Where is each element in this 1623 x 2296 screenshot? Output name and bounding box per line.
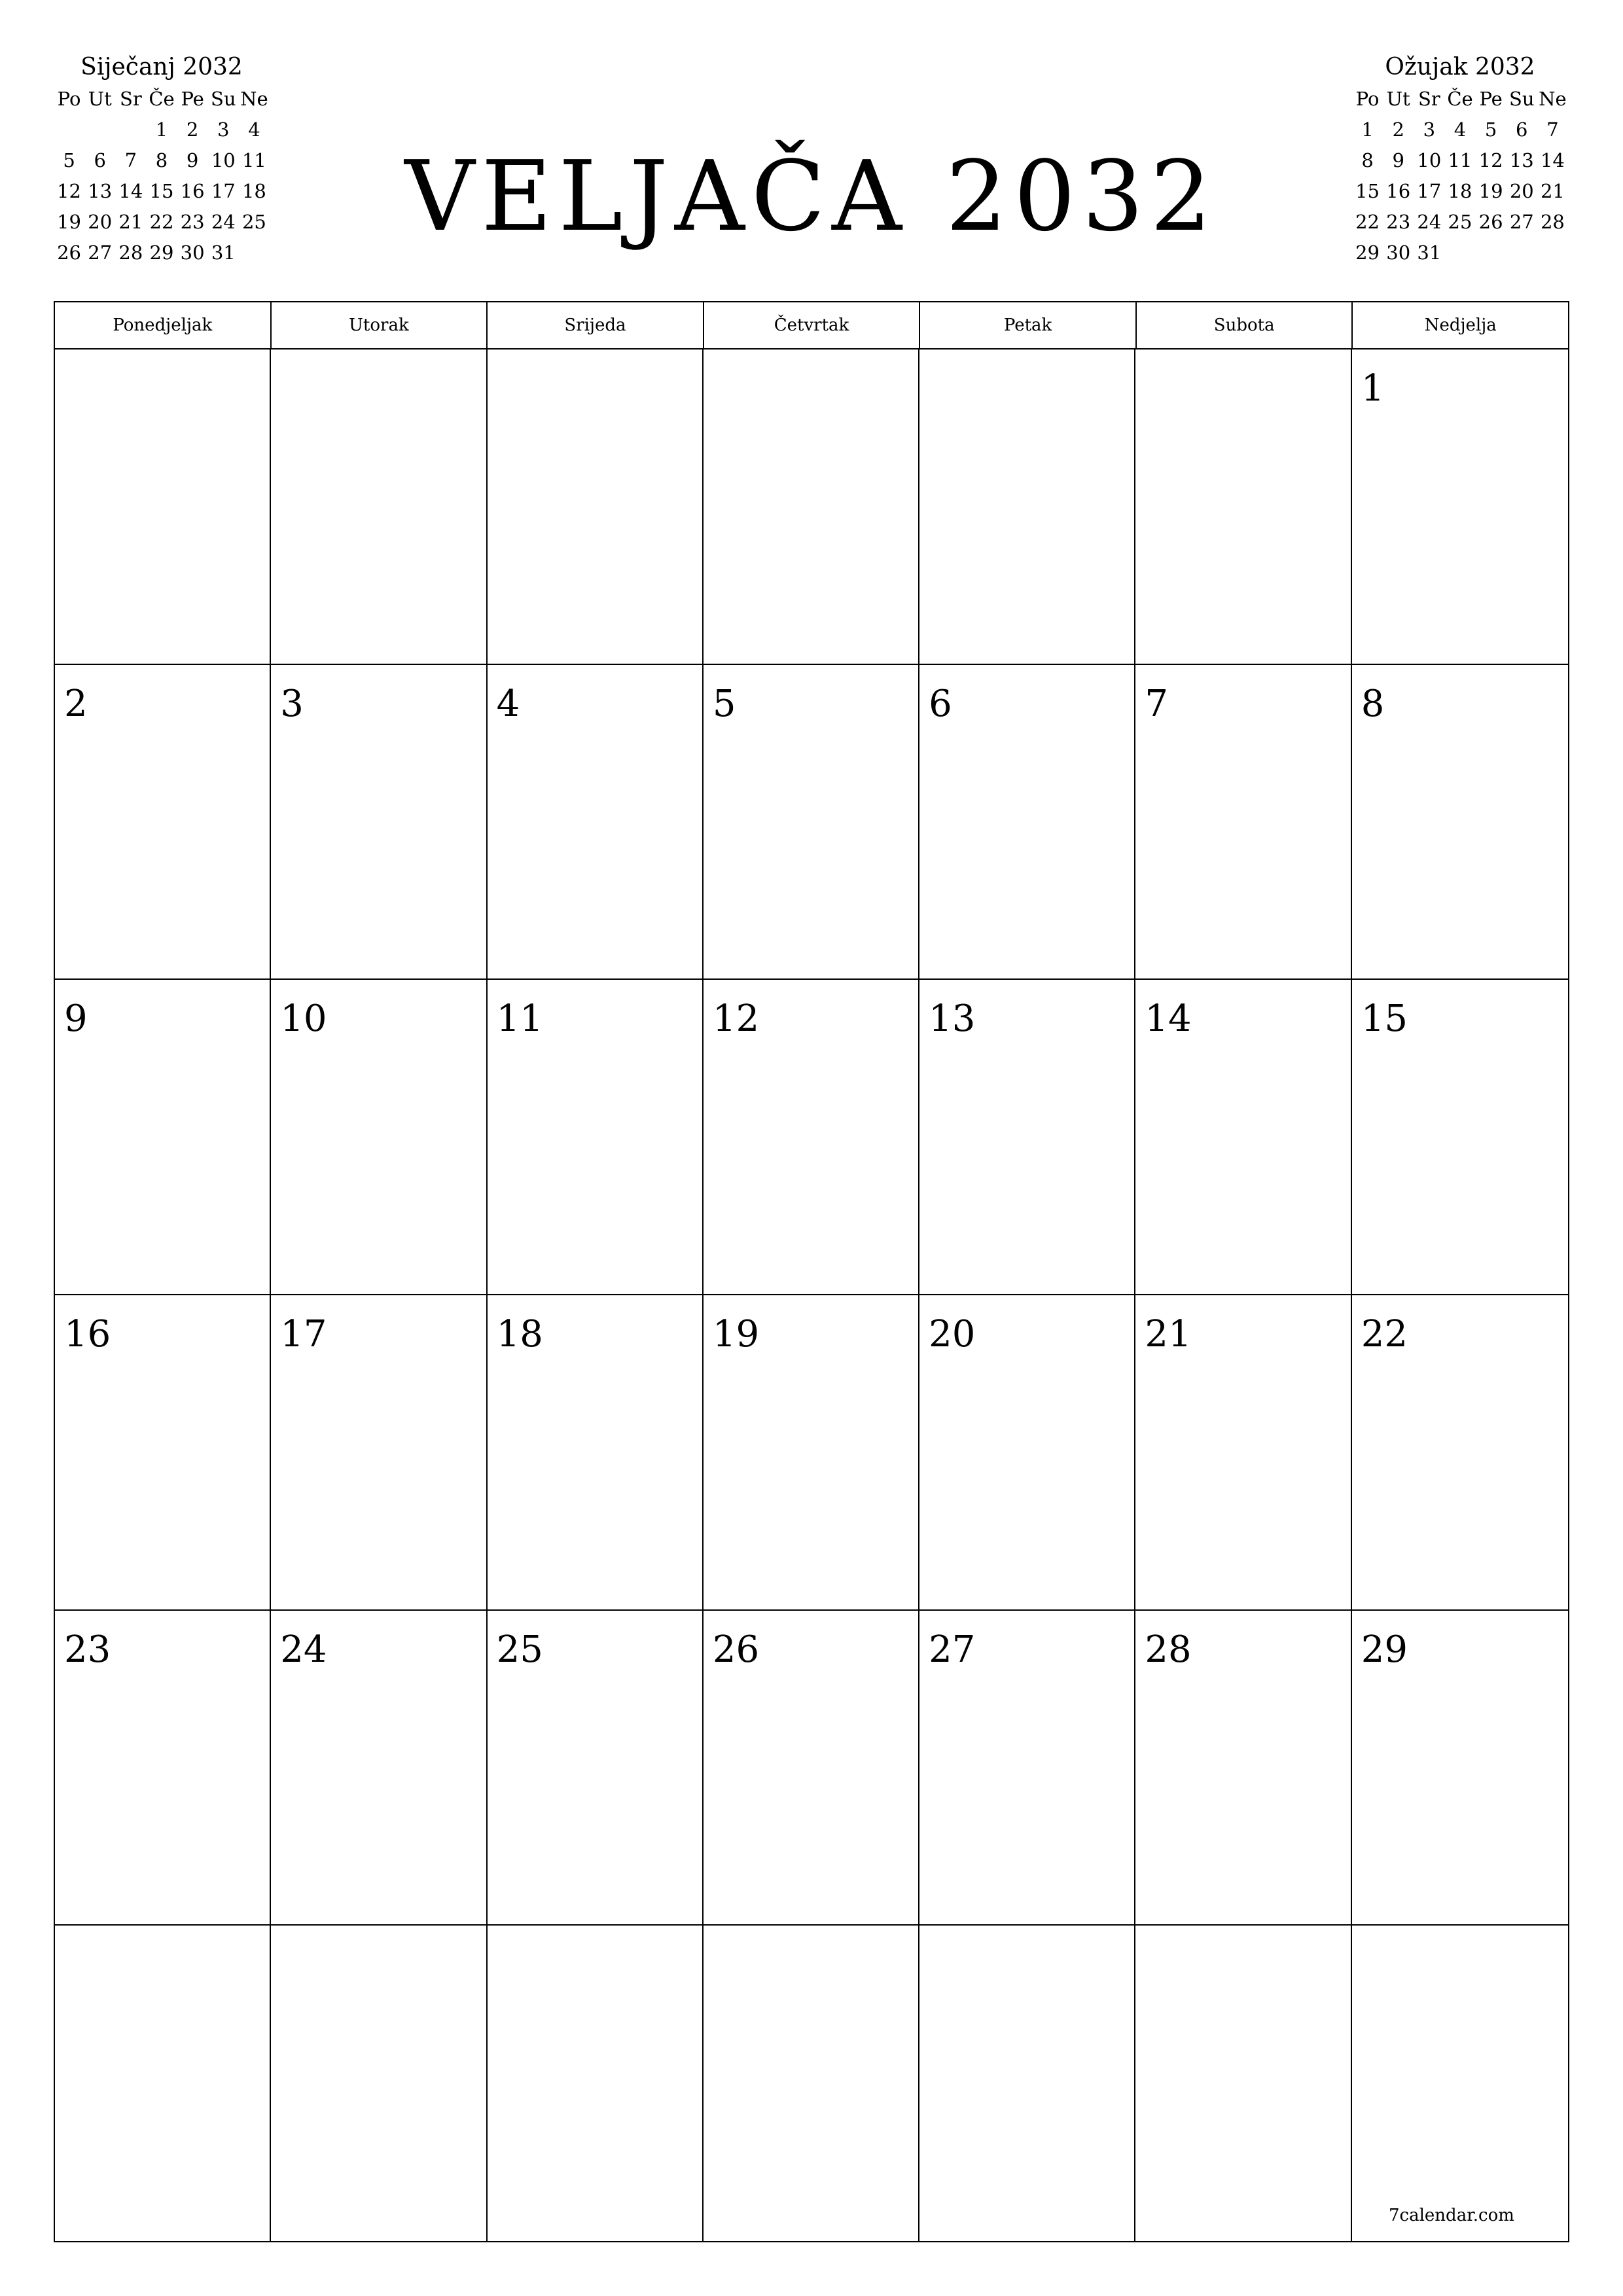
mini-day: 26 — [57, 242, 82, 264]
mini-weekday-label: Če — [1447, 88, 1473, 110]
day-number: 22 — [1361, 1312, 1408, 1355]
day-cell[interactable] — [1352, 1295, 1568, 1611]
mini-day: 31 — [1417, 242, 1442, 264]
mini-day: 16 — [1386, 180, 1411, 202]
day-number: 17 — [280, 1312, 327, 1355]
mini-day: 1 — [1361, 118, 1374, 141]
mini-day: 1 — [155, 118, 168, 141]
day-cell[interactable] — [704, 1611, 919, 1926]
day-cell[interactable] — [919, 350, 1135, 665]
mini-day: 3 — [1423, 118, 1436, 141]
day-number: 8 — [1361, 682, 1385, 725]
day-cell[interactable] — [271, 1611, 487, 1926]
day-cell[interactable] — [1352, 350, 1568, 665]
day-number: 14 — [1145, 997, 1192, 1041]
day-cell[interactable] — [271, 980, 487, 1295]
mini-weekday-label: Če — [149, 88, 175, 110]
day-cell[interactable] — [488, 350, 704, 665]
day-cell[interactable] — [919, 665, 1135, 980]
day-cell[interactable] — [488, 1295, 704, 1611]
day-cell[interactable] — [1135, 350, 1351, 665]
day-cell[interactable] — [55, 665, 271, 980]
day-number: 27 — [929, 1628, 976, 1671]
day-number: 11 — [496, 997, 543, 1041]
mini-day: 7 — [124, 149, 137, 171]
day-cell[interactable] — [1352, 665, 1568, 980]
mini-day: 23 — [180, 211, 205, 233]
weekday-header-row — [55, 302, 1568, 350]
day-cell[interactable] — [1135, 1611, 1351, 1926]
day-number: 19 — [712, 1312, 760, 1355]
day-number: 28 — [1145, 1628, 1192, 1671]
weekday-header: Ponedjeljak — [55, 302, 272, 348]
mini-day: 8 — [1361, 149, 1374, 171]
day-number: 21 — [1145, 1312, 1192, 1355]
mini-day: 6 — [1516, 118, 1528, 141]
day-cell[interactable] — [704, 665, 919, 980]
mini-day: 18 — [1448, 180, 1472, 202]
mini-day: 2 — [186, 118, 199, 141]
mini-day: 12 — [1478, 149, 1503, 171]
mini-calendar-title: Siječanj 2032 — [80, 54, 243, 81]
day-cell[interactable] — [488, 665, 704, 980]
day-cell[interactable] — [704, 1295, 919, 1611]
day-cell[interactable] — [1135, 1926, 1351, 2241]
mini-day: 27 — [1509, 211, 1534, 233]
weekday-header: Nedjelja — [1424, 315, 1497, 335]
day-number: 9 — [64, 997, 88, 1041]
day-cell[interactable] — [1352, 980, 1568, 1295]
mini-day: 29 — [149, 242, 174, 264]
mini-day: 2 — [1392, 118, 1404, 141]
mini-weekday-label: Po — [1355, 88, 1380, 110]
mini-weekday-label: Pe — [1479, 88, 1503, 110]
day-cell[interactable] — [1352, 1611, 1568, 1926]
day-cell[interactable] — [1352, 1926, 1568, 2241]
mini-day: 25 — [241, 211, 266, 233]
day-number: 16 — [64, 1312, 111, 1355]
day-cell[interactable] — [488, 1926, 704, 2241]
day-cell[interactable] — [55, 350, 271, 665]
mini-day: 17 — [211, 180, 236, 202]
weekday-header: Subota — [1137, 302, 1353, 348]
day-number: 18 — [496, 1312, 543, 1355]
mini-day: 4 — [1454, 118, 1467, 141]
day-number: 29 — [1361, 1628, 1408, 1671]
weeks-grid — [55, 350, 1568, 2241]
day-number: 25 — [496, 1628, 543, 1671]
mini-day: 20 — [1509, 180, 1534, 202]
day-cell[interactable] — [704, 980, 919, 1295]
day-number: 4 — [496, 682, 520, 725]
day-cell[interactable] — [55, 1295, 271, 1611]
mini-day: 30 — [1386, 242, 1411, 264]
mini-day: 31 — [211, 242, 236, 264]
day-cell[interactable] — [271, 350, 487, 665]
mini-day: 27 — [88, 242, 113, 264]
day-cell[interactable] — [271, 1295, 487, 1611]
mini-weekday-label: Sr — [119, 88, 142, 110]
weekday-header: Utorak — [272, 302, 488, 348]
day-number: 5 — [712, 682, 736, 725]
mini-day: 22 — [149, 211, 174, 233]
mini-day: 8 — [155, 149, 168, 171]
mini-day: 12 — [57, 180, 82, 202]
mini-day: 11 — [241, 149, 266, 171]
day-number: 2 — [64, 682, 88, 725]
mini-weekday-label: Ut — [88, 88, 112, 110]
mini-day: 28 — [118, 242, 143, 264]
day-cell[interactable] — [704, 1926, 919, 2241]
day-number: 6 — [929, 682, 952, 725]
mini-day: 15 — [149, 180, 174, 202]
mini-day: 23 — [1386, 211, 1411, 233]
day-cell[interactable] — [919, 1926, 1135, 2241]
day-cell[interactable] — [55, 980, 271, 1295]
day-cell[interactable] — [1135, 665, 1351, 980]
day-cell[interactable] — [271, 665, 487, 980]
mini-day: 21 — [118, 211, 143, 233]
mini-day — [1444, 238, 1475, 268]
mini-day: 19 — [57, 211, 82, 233]
page-title: VELJAČA 2032 — [404, 140, 1219, 253]
mini-day: 4 — [248, 118, 260, 141]
mini-weekday-label: Su — [1509, 88, 1535, 110]
mini-day: 11 — [1448, 149, 1472, 171]
mini-day — [1537, 238, 1568, 268]
mini-day: 24 — [1417, 211, 1442, 233]
mini-weekday-label: Ne — [1539, 88, 1567, 110]
mini-day: 18 — [241, 180, 266, 202]
mini-day: 14 — [1540, 149, 1565, 171]
day-cell[interactable] — [704, 350, 919, 665]
mini-day: 21 — [1540, 180, 1565, 202]
mini-day — [1476, 238, 1507, 268]
mini-weekday-label: Sr — [1418, 88, 1440, 110]
watermark: 7calendar.com — [1389, 2206, 1514, 2225]
day-number: 7 — [1145, 682, 1169, 725]
mini-day: 30 — [180, 242, 205, 264]
weekday-header: Četvrtak — [704, 302, 921, 348]
mini-day: 24 — [211, 211, 236, 233]
mini-day: 17 — [1417, 180, 1442, 202]
mini-day: 9 — [1392, 149, 1404, 171]
mini-calendar-grid — [1352, 84, 1568, 268]
day-cell[interactable] — [1135, 980, 1351, 1295]
weekday-header: Petak — [920, 302, 1137, 348]
weekday-header: Srijeda — [488, 302, 704, 348]
day-cell[interactable] — [488, 980, 704, 1295]
mini-day: 19 — [1478, 180, 1503, 202]
mini-day: 3 — [217, 118, 230, 141]
mini-calendar-title: Ožujak 2032 — [1385, 54, 1535, 81]
month-grid — [54, 301, 1569, 2242]
day-number: 3 — [280, 682, 304, 725]
day-number: 1 — [1361, 367, 1385, 410]
mini-calendar-next — [1352, 51, 1568, 268]
mini-weekday-label: Ut — [1386, 88, 1410, 110]
day-cell[interactable] — [55, 1926, 271, 2241]
mini-day: 28 — [1540, 211, 1565, 233]
mini-day: 6 — [94, 149, 106, 171]
day-cell[interactable] — [488, 1611, 704, 1926]
mini-weekday-label: Pe — [181, 88, 204, 110]
mini-day: 14 — [118, 180, 143, 202]
day-cell[interactable] — [919, 1295, 1135, 1611]
mini-day: 26 — [1478, 211, 1503, 233]
day-cell[interactable] — [1135, 1295, 1351, 1611]
day-cell[interactable] — [919, 1611, 1135, 1926]
mini-weekday-label: Ne — [240, 88, 268, 110]
mini-day: 15 — [1355, 180, 1380, 202]
mini-day: 7 — [1546, 118, 1559, 141]
mini-day: 16 — [180, 180, 205, 202]
mini-day: 9 — [186, 149, 199, 171]
mini-day: 13 — [88, 180, 113, 202]
mini-day: 5 — [63, 149, 75, 171]
day-cell[interactable] — [271, 1926, 487, 2241]
mini-day: 13 — [1509, 149, 1534, 171]
day-number: 12 — [712, 997, 760, 1041]
mini-day — [1507, 238, 1537, 268]
mini-day: 10 — [211, 149, 236, 171]
mini-weekday-label: Su — [211, 88, 236, 110]
mini-day: 10 — [1417, 149, 1442, 171]
mini-day: 29 — [1355, 242, 1380, 264]
day-number: 23 — [64, 1628, 111, 1671]
day-number: 26 — [712, 1628, 760, 1671]
mini-day: 20 — [88, 211, 113, 233]
mini-day: 5 — [1484, 118, 1497, 141]
day-number: 15 — [1361, 997, 1408, 1041]
mini-day: 22 — [1355, 211, 1380, 233]
day-number: 24 — [280, 1628, 327, 1671]
day-number: 13 — [929, 997, 976, 1041]
day-cell[interactable] — [919, 980, 1135, 1295]
day-number: 20 — [929, 1312, 976, 1355]
day-cell[interactable] — [55, 1611, 271, 1926]
mini-weekday-label: Po — [57, 88, 81, 110]
mini-day: 25 — [1448, 211, 1472, 233]
day-number: 10 — [280, 997, 327, 1041]
